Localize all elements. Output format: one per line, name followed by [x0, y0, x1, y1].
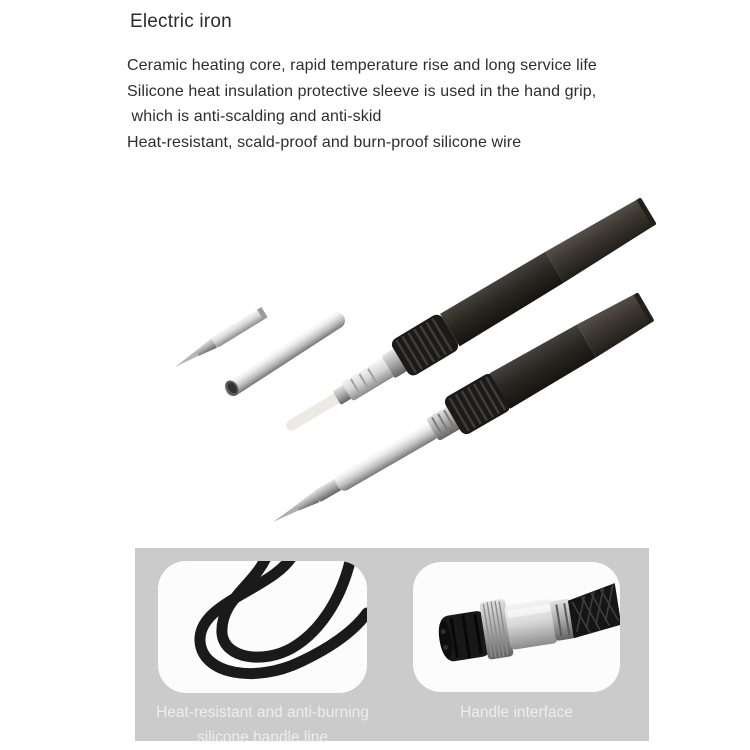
caption-cable — [153, 700, 372, 750]
caption-cable-line2: silicone handle line — [197, 729, 328, 746]
description-line-4: Heat-resistant, scald-proof and burn-proof silicone wire — [127, 133, 522, 151]
soldering-tip-piece — [172, 307, 268, 372]
feature-panel — [135, 548, 649, 746]
description-line-2: Silicone heat insulation protective sleeve is used in the hand grip, — [127, 82, 597, 100]
feature-card-cable — [158, 561, 367, 693]
page-title: Electric iron — [130, 11, 232, 32]
silicone-grip-handle — [440, 251, 564, 346]
description-line-1: Ceramic heating core, rapid temperature rise and long service life — [127, 57, 597, 74]
description-line-3: which is anti-scalding and anti-skid — [127, 108, 382, 125]
silicone-grip-handle — [490, 323, 597, 409]
caption-cable-line1: Heat-resistant and anti-burning — [156, 704, 369, 721]
aviation-connector — [435, 581, 620, 667]
caption-connector — [408, 700, 625, 725]
cable-loop — [200, 561, 367, 674]
silicone-cable-image — [158, 561, 367, 693]
iron-tip — [272, 504, 301, 524]
feature-card-connector — [413, 562, 620, 692]
handle-interface-image — [413, 562, 620, 692]
caption-connector-line1: Handle interface — [460, 704, 573, 721]
